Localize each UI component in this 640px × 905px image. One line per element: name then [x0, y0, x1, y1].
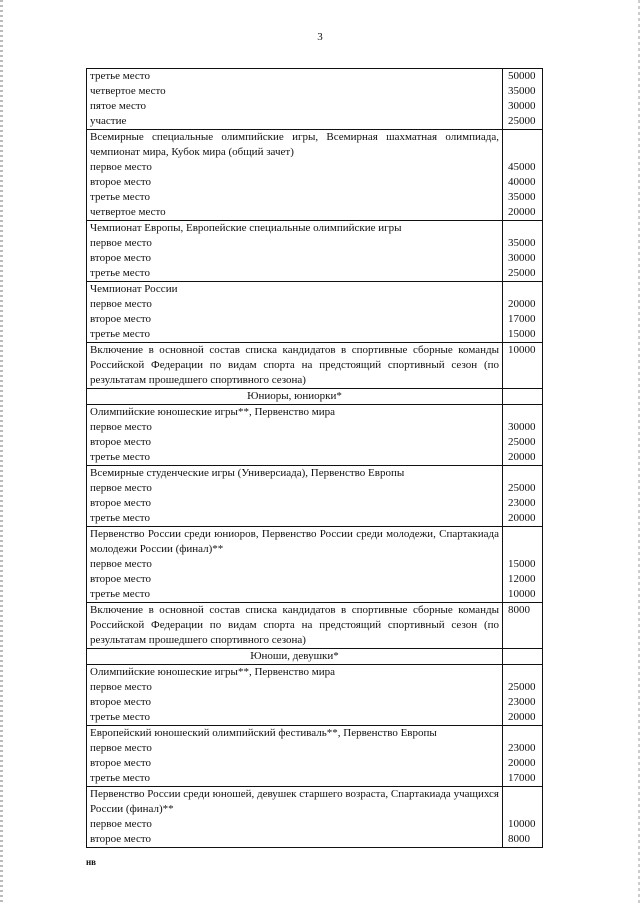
- award-amount: 25000: [508, 482, 536, 494]
- award-amount: 45000: [508, 161, 536, 173]
- award-amount: 30000: [508, 100, 536, 112]
- value-cell: [503, 282, 543, 343]
- award-amount: 10000: [508, 818, 536, 830]
- value-cell: [503, 649, 543, 665]
- scan-edge-left: [0, 0, 3, 905]
- place-label: третье место: [90, 588, 150, 600]
- award-amount: 40000: [508, 176, 536, 188]
- award-amount: 20000: [508, 206, 536, 218]
- place-label: третье место: [90, 328, 150, 340]
- table-row: [87, 665, 543, 726]
- value-cell: [503, 726, 543, 787]
- table-row: [87, 221, 543, 282]
- table-row: [87, 389, 543, 405]
- table-row: [87, 130, 543, 221]
- table-row: [87, 649, 543, 665]
- award-amount: 35000: [508, 85, 536, 97]
- label-cell: [87, 343, 503, 389]
- award-amount: 23000: [508, 696, 536, 708]
- place-label: первое место: [90, 818, 152, 830]
- table-row: [87, 343, 543, 389]
- award-amount: 23000: [508, 497, 536, 509]
- inclusion-text: Включение в основной состав списка кандидатов в спортивные сборные команды Российской Федерации по видам спорта на предстоящий спортивный сезон (по результатам прошедшего спортивного сезона): [90, 344, 499, 386]
- competition-heading: Олимпийские юношеские игры**, Первенство мира: [90, 666, 335, 678]
- place-label: второе место: [90, 696, 152, 708]
- award-amount: 25000: [508, 115, 536, 127]
- place-label: первое место: [90, 161, 152, 173]
- place-label: второе место: [90, 176, 152, 188]
- award-amount: 20000: [508, 757, 536, 769]
- award-amount: 25000: [508, 681, 536, 693]
- value-cell: [503, 665, 543, 726]
- label-cell: [87, 130, 503, 221]
- award-amount: 30000: [508, 421, 536, 433]
- label-cell: [87, 726, 503, 787]
- place-label: первое место: [90, 482, 152, 494]
- value-cell: [503, 787, 543, 848]
- place-label: второе место: [90, 436, 152, 448]
- table-row: [87, 282, 543, 343]
- place-label: четвертое место: [90, 206, 166, 218]
- award-amount: 25000: [508, 436, 536, 448]
- value-cell: [503, 221, 543, 282]
- table-row: [87, 527, 543, 603]
- competition-heading: Европейский юношеский олимпийский фестиваль**, Первенство Европы: [90, 727, 437, 739]
- label-cell: [87, 282, 503, 343]
- competition-heading: Всемирные специальные олимпийские игры, Всемирная шахматная олимпиада, чемпионат мира, Кубок мира (общий зачет): [90, 131, 499, 158]
- place-label: второе место: [90, 252, 152, 264]
- award-amount: 23000: [508, 742, 536, 754]
- place-label: первое место: [90, 421, 152, 433]
- place-label: третье место: [90, 512, 150, 524]
- award-amount: 10000: [508, 588, 536, 600]
- label-cell: [87, 649, 503, 665]
- label-cell: [87, 787, 503, 848]
- table-row: [87, 603, 543, 649]
- place-label: третье место: [90, 711, 150, 723]
- table-row: [87, 466, 543, 527]
- place-label: первое место: [90, 681, 152, 693]
- competition-heading: Чемпионат России: [90, 283, 178, 295]
- table-row: [87, 726, 543, 787]
- award-table-body: [87, 69, 543, 848]
- award-amount: 15000: [508, 558, 536, 570]
- table-row: [87, 405, 543, 466]
- place-label: четвертое место: [90, 85, 166, 97]
- label-cell: [87, 69, 503, 130]
- award-amount: 8000: [508, 833, 530, 845]
- competition-heading: Первенство России среди юниоров, Первенство России среди молодежи, Спартакиада молодежи России (финал)**: [90, 528, 499, 555]
- place-label: первое место: [90, 742, 152, 754]
- value-cell: [503, 130, 543, 221]
- award-amount: 25000: [508, 267, 536, 279]
- award-amount: 10000: [508, 344, 536, 356]
- label-cell: [87, 603, 503, 649]
- competition-heading: Чемпионат Европы, Европейские специальные олимпийские игры: [90, 222, 402, 234]
- place-label: третье место: [90, 451, 150, 463]
- award-table: [86, 68, 543, 848]
- award-amount: 17000: [508, 772, 536, 784]
- place-label: второе место: [90, 833, 152, 845]
- value-cell: [503, 466, 543, 527]
- label-cell: [87, 389, 503, 405]
- value-cell: [503, 343, 543, 389]
- label-cell: [87, 221, 503, 282]
- age-category-heading: Юниоры, юниорки*: [247, 390, 342, 402]
- place-label: второе место: [90, 313, 152, 325]
- value-cell: [503, 405, 543, 466]
- value-cell: [503, 389, 543, 405]
- competition-heading: Олимпийские юношеские игры**, Первенство мира: [90, 406, 335, 418]
- age-category-heading: Юноши, девушки*: [250, 650, 339, 662]
- page-number: 3: [317, 31, 323, 43]
- place-label: третье место: [90, 267, 150, 279]
- award-amount: 20000: [508, 512, 536, 524]
- label-cell: [87, 665, 503, 726]
- place-label: второе место: [90, 497, 152, 509]
- table-row: [87, 787, 543, 848]
- award-amount: 17000: [508, 313, 536, 325]
- award-amount: 20000: [508, 298, 536, 310]
- place-label: второе место: [90, 573, 152, 585]
- competition-heading: Первенство России среди юношей, девушек старшего возраста, Спартакиада учащихся России (финал)**: [90, 788, 499, 815]
- award-amount: 12000: [508, 573, 536, 585]
- place-label: второе место: [90, 757, 152, 769]
- award-amount: 50000: [508, 70, 536, 82]
- label-cell: [87, 466, 503, 527]
- footer-initials: нв: [86, 857, 97, 867]
- place-label: участие: [90, 115, 127, 127]
- value-cell: [503, 527, 543, 603]
- value-cell: [503, 69, 543, 130]
- place-label: пятое место: [90, 100, 147, 112]
- award-amount: 20000: [508, 451, 536, 463]
- award-amount: 35000: [508, 191, 536, 203]
- value-cell: [503, 603, 543, 649]
- label-cell: [87, 527, 503, 603]
- label-cell: [87, 405, 503, 466]
- award-amount: 8000: [508, 604, 530, 616]
- table-row: [87, 69, 543, 130]
- award-amount: 20000: [508, 711, 536, 723]
- award-amount: 30000: [508, 252, 536, 264]
- place-label: третье место: [90, 772, 150, 784]
- place-label: первое место: [90, 298, 152, 310]
- place-label: третье место: [90, 191, 150, 203]
- place-label: первое место: [90, 558, 152, 570]
- award-amount: 15000: [508, 328, 536, 340]
- place-label: третье место: [90, 70, 150, 82]
- place-label: первое место: [90, 237, 152, 249]
- inclusion-text: Включение в основной состав списка кандидатов в спортивные сборные команды Российской Федерации по видам спорта на предстоящий спортивный сезон (по результатам прошедшего спортивного сезона): [90, 604, 499, 646]
- award-amount: 35000: [508, 237, 536, 249]
- competition-heading: Всемирные студенческие игры (Универсиада), Первенство Европы: [90, 467, 405, 479]
